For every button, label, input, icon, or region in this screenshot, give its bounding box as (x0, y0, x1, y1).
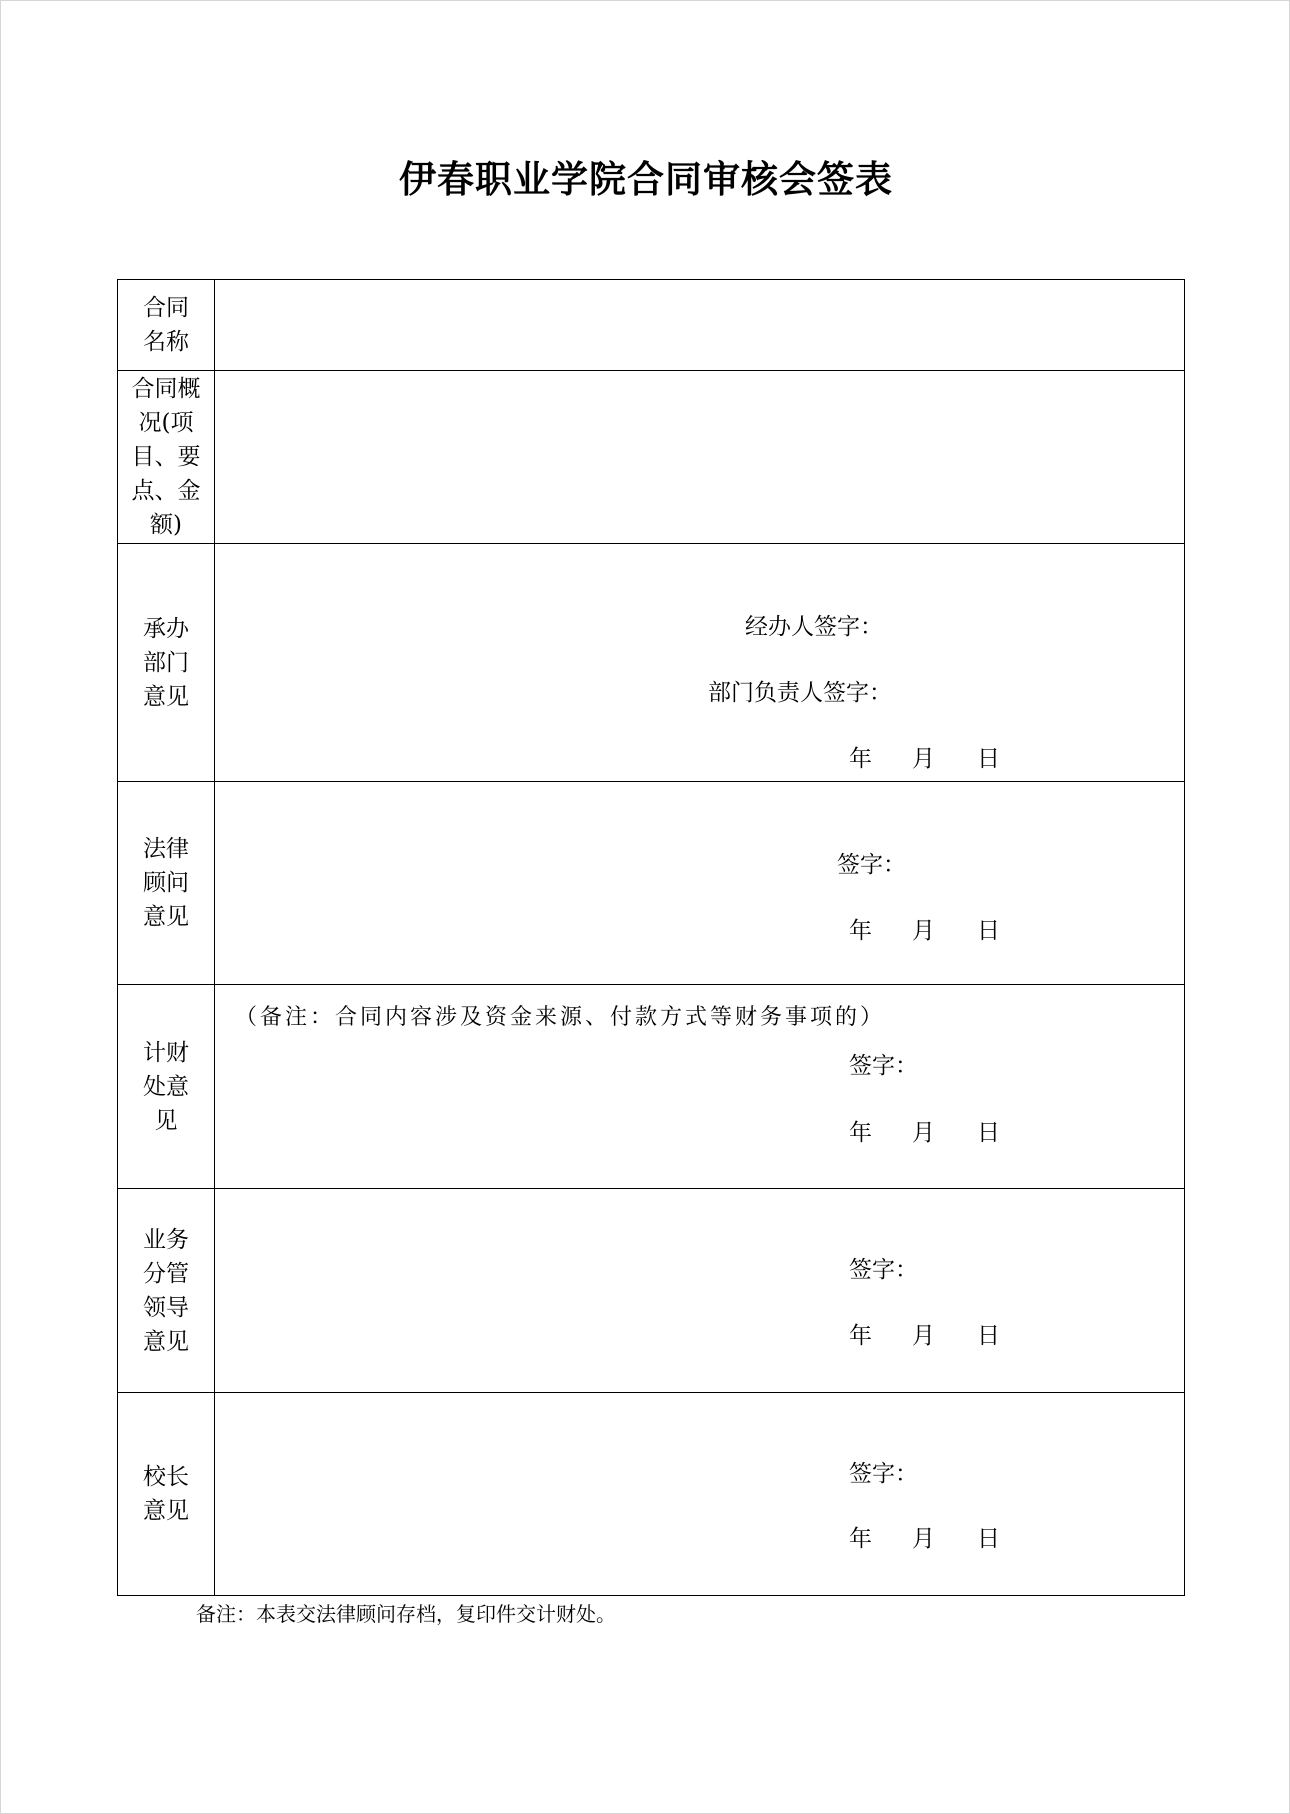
footer-note: 备注：本表交法律顾问存档，复印件交计财处。 (196, 1602, 616, 1626)
row-business-leader (118, 1189, 1185, 1393)
row-contract-name (118, 280, 1185, 371)
label-contract-name (118, 280, 215, 371)
business-leader-opinion-field[interactable] (215, 1189, 1185, 1393)
label-president (118, 1393, 215, 1596)
label-finance-office (118, 985, 215, 1189)
date-month: 月 (912, 746, 935, 772)
date-month: 月 (912, 918, 935, 944)
date-day: 日 (977, 1323, 1000, 1349)
contract-name-field[interactable] (215, 280, 1185, 371)
label-text: 合同概况(项目、要点、金额) (131, 376, 201, 538)
label-text: 业务分管领导意见 (143, 1226, 189, 1355)
label-text: 承办部门意见 (143, 615, 189, 710)
label-contract-overview (118, 371, 215, 544)
date-day: 日 (977, 1120, 1000, 1146)
date-line (849, 916, 1000, 946)
signature-label: 签字： (849, 1461, 918, 1487)
date-year: 年 (849, 746, 872, 772)
finance-remark: （备注：合同内容涉及资金来源、付款方式等财务事项的） (235, 1005, 886, 1030)
date-day: 日 (977, 918, 1000, 944)
date-month: 月 (912, 1323, 935, 1349)
label-text: 合同名称 (143, 295, 189, 355)
date-line (849, 744, 1000, 774)
label-text: 计财处意见 (143, 1039, 189, 1134)
label-text: 法律顾问意见 (143, 836, 189, 930)
contract-review-table (117, 279, 1185, 1596)
date-year: 年 (849, 1120, 872, 1146)
label-business-leader (118, 1189, 215, 1393)
date-month: 月 (912, 1120, 935, 1146)
date-year: 年 (849, 1323, 872, 1349)
date-year: 年 (849, 918, 872, 944)
date-line (849, 1321, 1000, 1351)
contract-overview-field[interactable] (215, 371, 1185, 544)
label-legal-advisor (118, 782, 215, 985)
date-line (849, 1118, 1000, 1148)
form-title: 伊春职业学院合同审核会签表 (399, 157, 893, 201)
row-president (118, 1393, 1185, 1596)
row-contract-overview (118, 371, 1185, 544)
label-text: 校长意见 (143, 1464, 189, 1524)
dept-head-signature-label: 部门负责人签字： (708, 680, 892, 706)
date-line (849, 1524, 1000, 1554)
row-legal-advisor (118, 782, 1185, 985)
row-undertaking-dept (118, 544, 1185, 782)
date-day: 日 (977, 746, 1000, 772)
date-day: 日 (977, 1526, 1000, 1552)
president-opinion-field[interactable] (215, 1393, 1185, 1596)
signature-label: 签字： (837, 852, 906, 878)
legal-advisor-opinion-field[interactable] (215, 782, 1185, 985)
signature-label: 签字： (849, 1053, 918, 1079)
label-undertaking-dept (118, 544, 215, 782)
date-year: 年 (849, 1526, 872, 1552)
undertaking-dept-opinion-field[interactable] (215, 544, 1185, 782)
finance-office-opinion-field[interactable] (215, 985, 1185, 1189)
handler-signature-label: 经办人签字： (745, 614, 883, 640)
signature-label: 签字： (849, 1257, 918, 1283)
date-month: 月 (912, 1526, 935, 1552)
row-finance-office (118, 985, 1185, 1189)
